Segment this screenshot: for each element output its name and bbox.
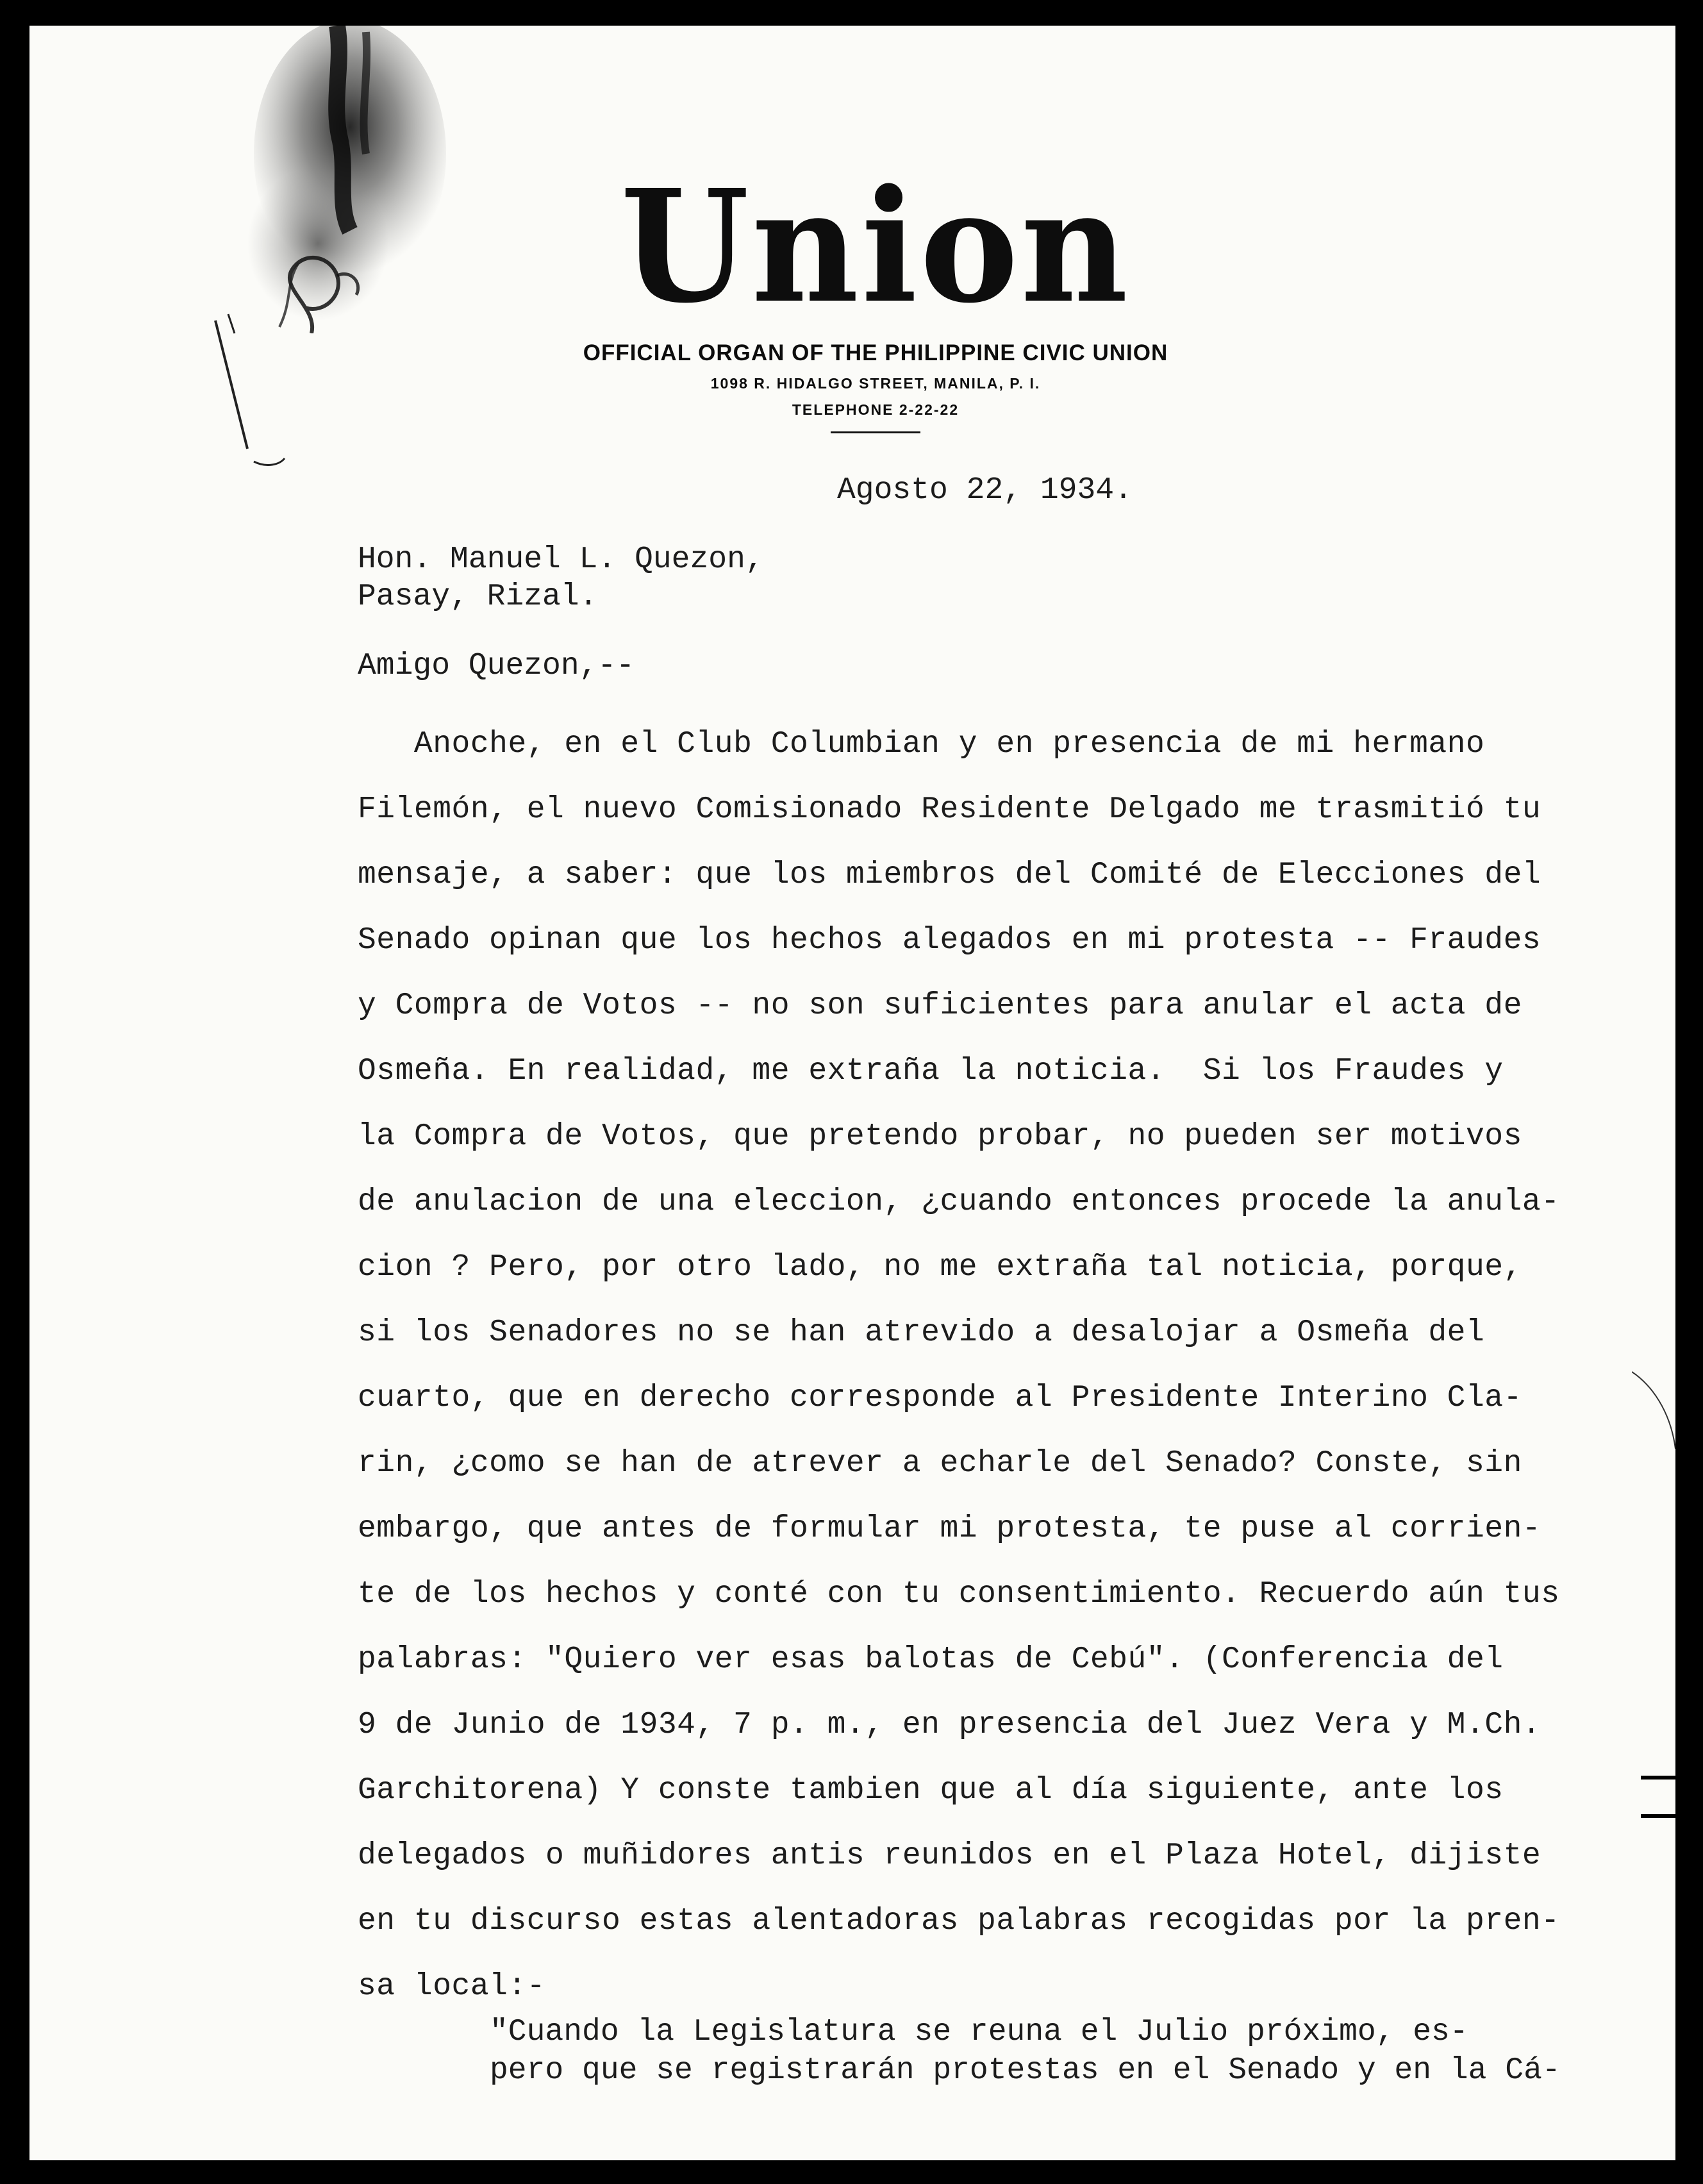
body-line: embargo, que antes de formular mi protesta, te puse al corrien- [358, 1512, 1541, 1546]
letterhead-organ: OFFICIAL ORGAN OF THE PHILIPPINE CIVIC UNION [583, 340, 1168, 365]
page-curl-mark [1632, 1359, 1675, 1487]
body-line: cuarto, que en derecho corresponde al Presidente Interino Cla- [358, 1381, 1522, 1415]
quote-line: pero que se registrarán protestas en el Senado y en la Cá- [490, 2053, 1561, 2088]
body-line: en tu discurso estas alentadoras palabras recogidas por la pren- [358, 1904, 1560, 1938]
body-line: y Compra de Votos -- no son suficientes para anular el acta de [358, 988, 1522, 1023]
body-line: Senado opinan que los hechos alegados en mi protesta -- Fraudes [358, 923, 1541, 958]
letter-page [29, 26, 1675, 2160]
body-line: palabras: "Quiero ver esas balotas de Cebú". (Conferencia del [358, 1642, 1504, 1677]
edge-mark [1641, 1814, 1675, 1818]
pencil-mark [209, 295, 286, 474]
body-line: 9 de Junio de 1934, 7 p. m., en presencia del Juez Vera y M.Ch. [358, 1708, 1541, 1742]
body-line: mensaje, a saber: que los miembros del Comité de Elecciones del [358, 858, 1541, 892]
letter-date: Agosto 22, 1934. [837, 473, 1133, 508]
body-line: la Compra de Votos, que pretendo probar, no pueden ser motivos [358, 1119, 1522, 1154]
body-line: si los Senadores no se han atrevido a desalojar a Osmeña del [358, 1315, 1485, 1350]
body-line: Filemón, el nuevo Comisionado Residente Delgado me trasmitió tu [358, 792, 1541, 827]
quote-line: "Cuando la Legislatura se reuna el Julio próximo, es- [490, 2015, 1468, 2049]
body-line: Garchitorena) Y conste tambien que al día siguiente, ante los [358, 1773, 1504, 1808]
body-line: te de los hechos y conté con tu consentimiento. Recuerdo aún tus [358, 1577, 1560, 1612]
body-line: rin, ¿como se han de atrever a echarle del Senado? Conste, sin [358, 1446, 1522, 1481]
recipient-location: Pasay, Rizal. [358, 579, 598, 614]
body-line: de anulacion de una eleccion, ¿cuando entonces procede la anula- [358, 1185, 1560, 1219]
body-line: cion ? Pero, por otro lado, no me extraña tal noticia, porque, [358, 1250, 1522, 1285]
letterhead [491, 156, 1260, 433]
letterhead-divider [831, 431, 920, 433]
quoted-passage [490, 2013, 1643, 2090]
edge-mark [1641, 1776, 1675, 1780]
letterhead-telephone: TELEPHONE 2-22-22 [792, 401, 959, 418]
body-line: sa local:- [358, 1969, 546, 2004]
letter-body [358, 712, 1640, 2019]
body-line: delegados o muñidores antis reunidos en el Plaza Hotel, dijiste [358, 1838, 1541, 1873]
body-line: Osmeña. En realidad, me extraña la noticia. Si los Fraudes y [358, 1054, 1504, 1088]
letterhead-address: 1098 R. HIDALGO STREET, MANILA, P. I. [710, 375, 1041, 392]
salutation: Amigo Quezon,-- [358, 649, 635, 683]
letterhead-title: Union [620, 156, 1131, 338]
ink-stain-mark [241, 26, 459, 333]
body-line: Anoche, en el Club Columbian y en presencia de mi hermano [358, 727, 1485, 762]
recipient-name: Hon. Manuel L. Quezon, [358, 542, 764, 577]
